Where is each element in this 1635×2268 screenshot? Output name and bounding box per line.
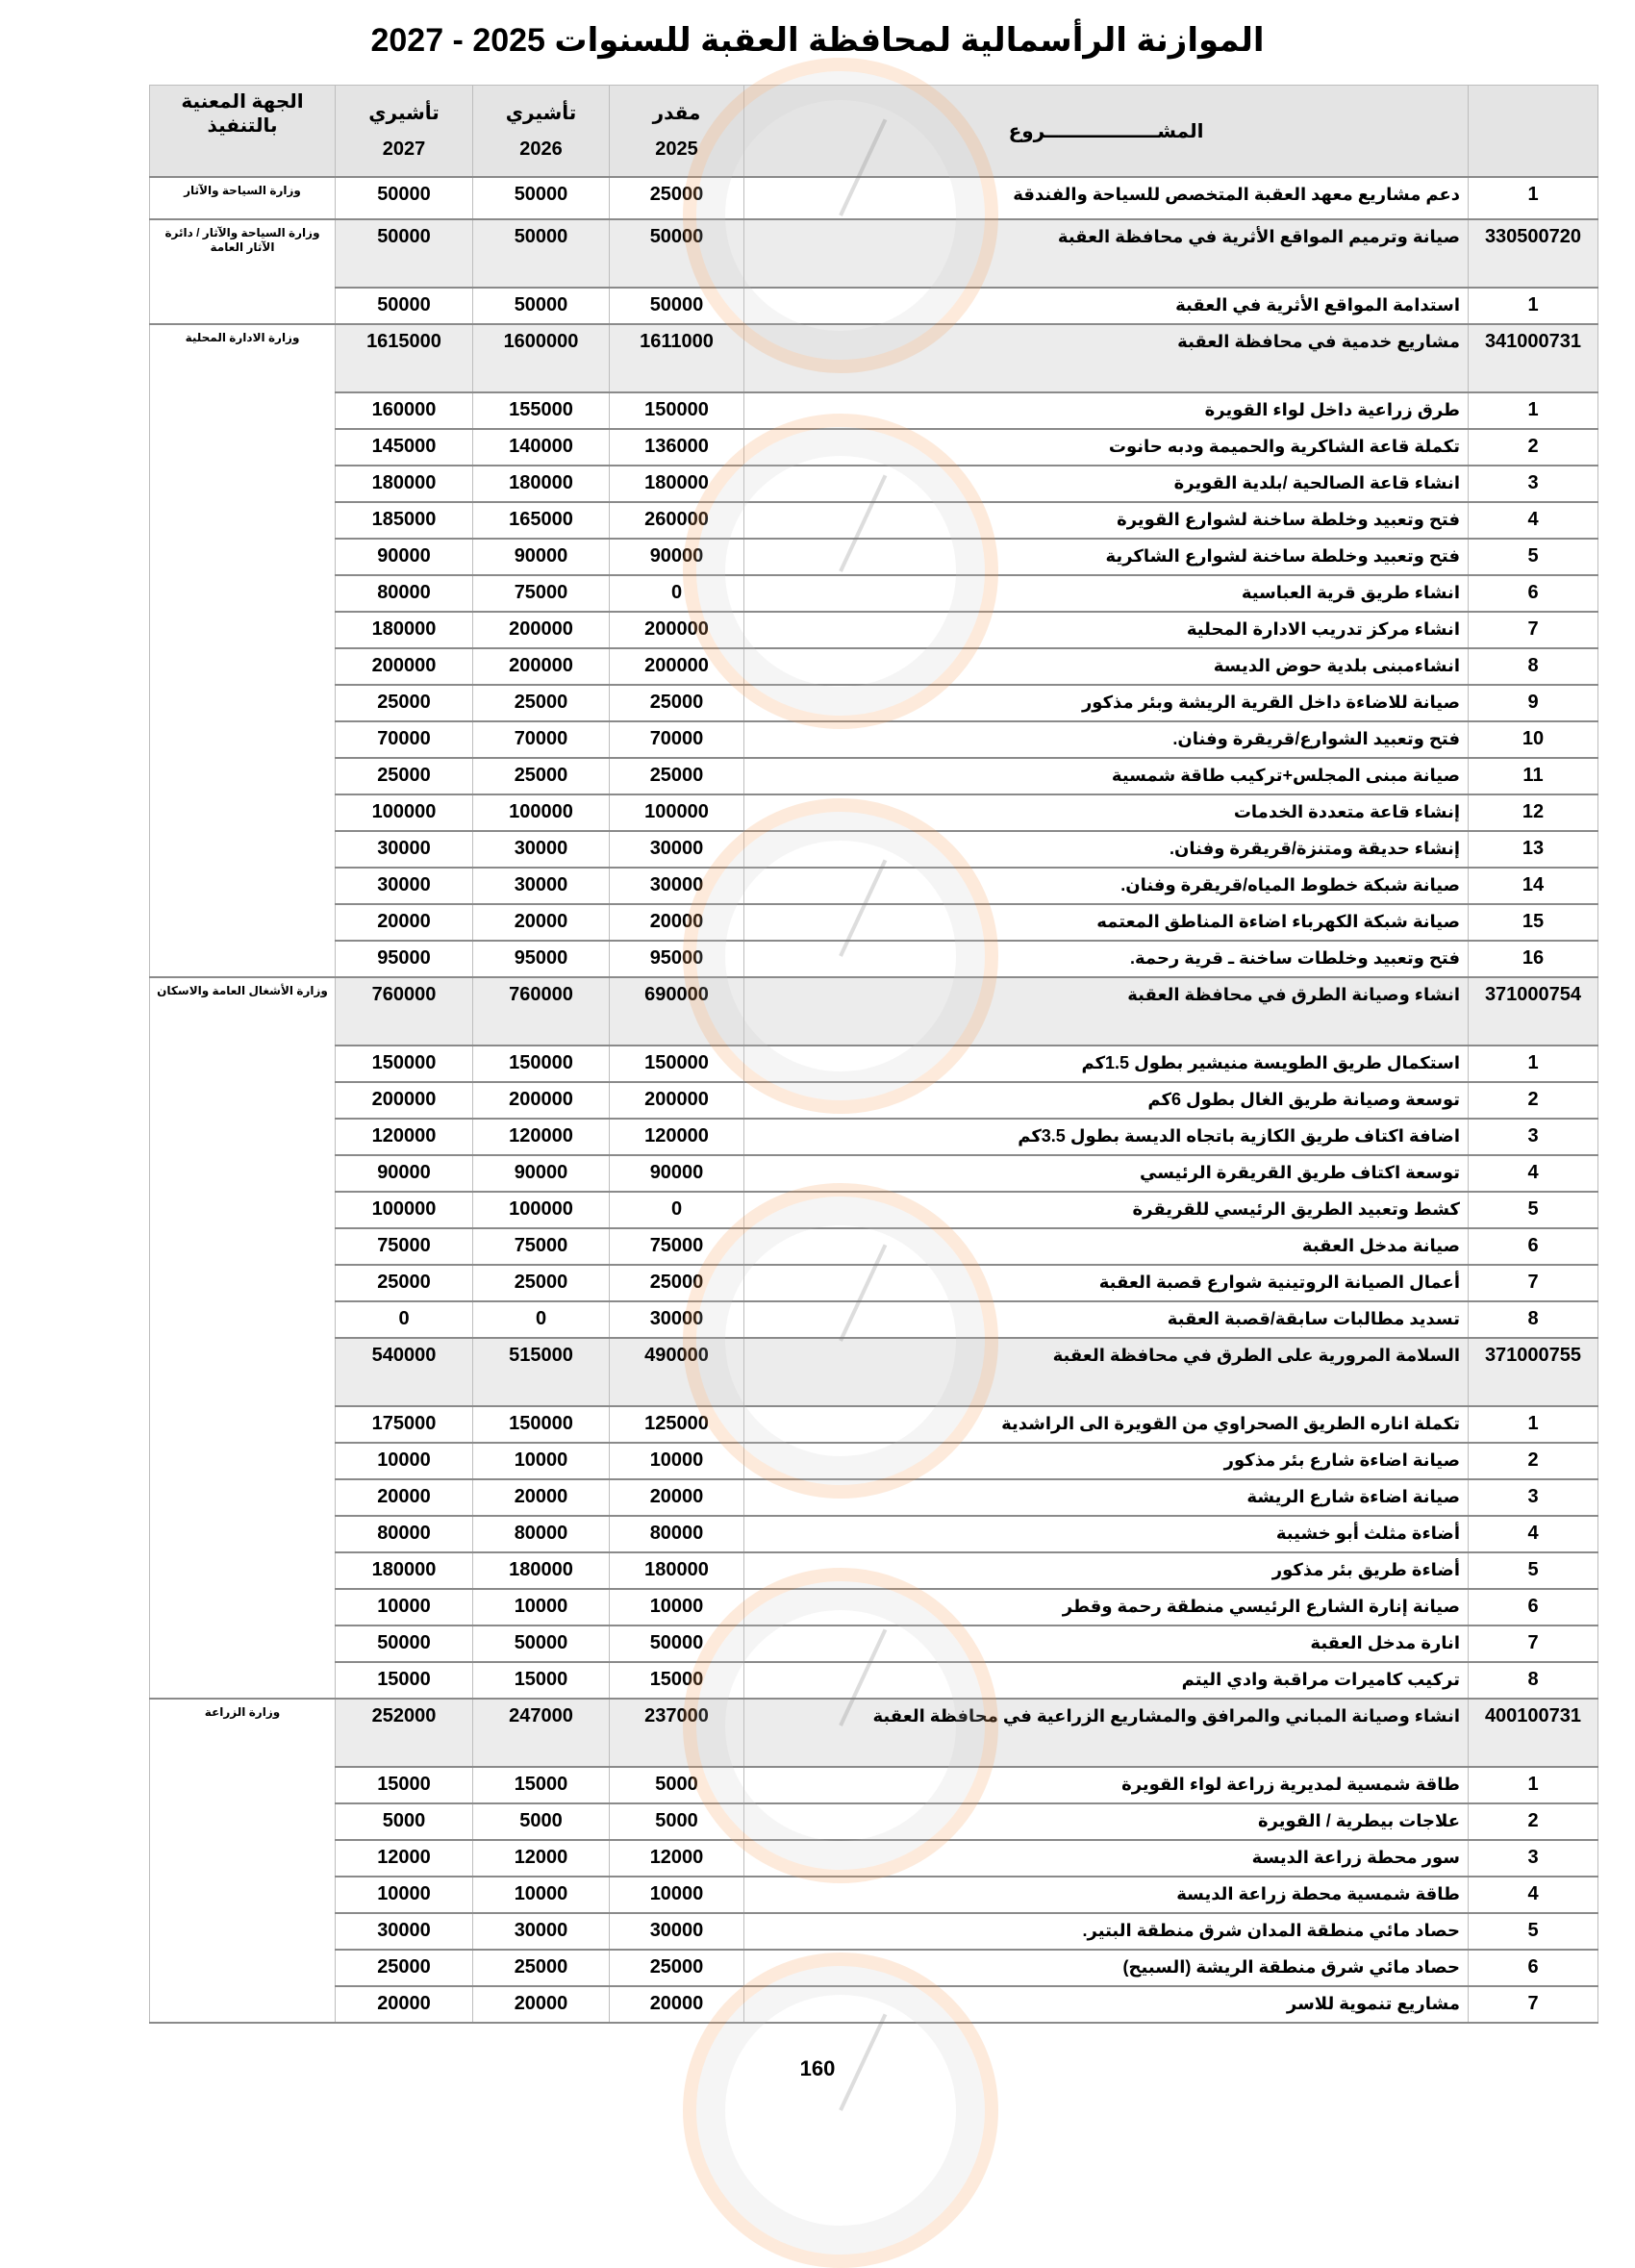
table-row xyxy=(150,1046,1598,1082)
table-body xyxy=(150,177,1598,2023)
table-row xyxy=(150,1552,1598,1589)
table-row xyxy=(150,612,1598,648)
value-2027: 75000 xyxy=(336,1228,473,1265)
project-code: 7 xyxy=(1469,1986,1598,2023)
value-2026: 10000 xyxy=(473,1589,610,1625)
project-name: استدامة المواقع الأثرية في العقبة xyxy=(744,288,1469,324)
value-2025: 180000 xyxy=(610,466,744,502)
project-name: توسعة اكتاف طريق القريقرة الرئيسي xyxy=(744,1155,1469,1192)
value-2027: 120000 xyxy=(336,1119,473,1155)
table-row xyxy=(150,941,1598,977)
value-2025: 20000 xyxy=(610,1986,744,2023)
project-code: 13 xyxy=(1469,831,1598,868)
project-name: أعمال الصيانة الروتينية شوارع قصبة العقبة xyxy=(744,1265,1469,1301)
header-code xyxy=(1469,86,1598,178)
value-2026: 180000 xyxy=(473,1552,610,1589)
project-name: حصاد مائي منطقة المدان شرق منطقة البتير. xyxy=(744,1913,1469,1950)
value-2027: 50000 xyxy=(336,219,473,288)
value-2026: 515000 xyxy=(473,1338,610,1406)
project-code: 3 xyxy=(1469,1479,1598,1516)
value-2026: 90000 xyxy=(473,539,610,575)
value-2025: 1611000 xyxy=(610,324,744,392)
project-code: 8 xyxy=(1469,1301,1598,1338)
value-2026: 5000 xyxy=(473,1803,610,1840)
value-2025: 30000 xyxy=(610,1913,744,1950)
value-2027: 15000 xyxy=(336,1662,473,1699)
project-name: طاقة شمسية محطة زراعة الديسة xyxy=(744,1877,1469,1913)
project-code: 1 xyxy=(1469,392,1598,429)
table-row xyxy=(150,466,1598,502)
project-name: تسديد مطالبات سابقة/قصبة العقبة xyxy=(744,1301,1469,1338)
project-name: انشاء قاعة الصالحية /بلدية القويرة xyxy=(744,466,1469,502)
value-2027: 20000 xyxy=(336,1986,473,2023)
header-2026-label: تأشيري xyxy=(505,103,577,124)
project-code: 1 xyxy=(1469,1406,1598,1443)
value-2027: 180000 xyxy=(336,1552,473,1589)
project-name: انشاء وصيانة المباني والمرافق والمشاريع الزراعية في محافظة العقبة xyxy=(744,1699,1469,1767)
value-2027: 100000 xyxy=(336,794,473,831)
table-row xyxy=(150,904,1598,941)
value-2027: 30000 xyxy=(336,831,473,868)
value-2026: 25000 xyxy=(473,758,610,794)
value-2025: 75000 xyxy=(610,1228,744,1265)
value-2026: 1600000 xyxy=(473,324,610,392)
table-row xyxy=(150,1082,1598,1119)
implementing-agency: وزارة الادارة المحلية xyxy=(150,324,336,977)
value-2026: 140000 xyxy=(473,429,610,466)
value-2025: 180000 xyxy=(610,1552,744,1589)
value-2026: 10000 xyxy=(473,1443,610,1479)
project-name: سور محطة زراعة الديسة xyxy=(744,1840,1469,1877)
project-code: 341000731 xyxy=(1469,324,1598,392)
project-name: صيانة اضاءة شارع الريشة xyxy=(744,1479,1469,1516)
implementing-agency: وزارة السياحة والآثار / دائرة الآثار العامة xyxy=(150,219,336,324)
value-2027: 30000 xyxy=(336,1913,473,1950)
section-row xyxy=(150,324,1598,392)
project-code: 5 xyxy=(1469,1192,1598,1228)
project-code: 11 xyxy=(1469,758,1598,794)
value-2027: 10000 xyxy=(336,1443,473,1479)
value-2026: 100000 xyxy=(473,794,610,831)
budget-table xyxy=(149,85,1598,2024)
table-row xyxy=(150,868,1598,904)
table-row xyxy=(150,1516,1598,1552)
value-2026: 20000 xyxy=(473,1986,610,2023)
project-code: 4 xyxy=(1469,502,1598,539)
value-2027: 185000 xyxy=(336,502,473,539)
header-2025-label: مقدر xyxy=(652,103,701,124)
project-name: إنشاء حديقة ومتنزة/قريقرة وفنان. xyxy=(744,831,1469,868)
table-row xyxy=(150,648,1598,685)
table-row xyxy=(150,177,1598,219)
project-name: تكملة اناره الطريق الصحراوي من القويرة الى الراشدية xyxy=(744,1406,1469,1443)
value-2025: 30000 xyxy=(610,868,744,904)
project-name: طرق زراعية داخل لواء القويرة xyxy=(744,392,1469,429)
page-number: 160 xyxy=(799,2056,836,2080)
value-2026: 15000 xyxy=(473,1767,610,1803)
project-code: 371000755 xyxy=(1469,1338,1598,1406)
project-name: فتح وتعبيد وخلطة ساخنة لشوارع القويرة xyxy=(744,502,1469,539)
project-name: أضاءة طريق بئر مذكور xyxy=(744,1552,1469,1589)
value-2026: 90000 xyxy=(473,1155,610,1192)
project-name: مشاريع خدمية في محافظة العقبة xyxy=(744,324,1469,392)
project-code: 7 xyxy=(1469,1265,1598,1301)
value-2025: 25000 xyxy=(610,1265,744,1301)
project-name: انارة مدخل العقبة xyxy=(744,1625,1469,1662)
value-2025: 50000 xyxy=(610,1625,744,1662)
table-row xyxy=(150,1443,1598,1479)
value-2025: 30000 xyxy=(610,831,744,868)
value-2025: 120000 xyxy=(610,1119,744,1155)
table-row xyxy=(150,1119,1598,1155)
header-2027 xyxy=(336,86,473,178)
value-2027: 12000 xyxy=(336,1840,473,1877)
project-code: 7 xyxy=(1469,612,1598,648)
project-name: صيانة شبكة خطوط المياه/قريقرة وفنان. xyxy=(744,868,1469,904)
project-name: صيانة مدخل العقبة xyxy=(744,1228,1469,1265)
project-name: تركيب كاميرات مراقبة وادي اليتم xyxy=(744,1662,1469,1699)
value-2025: 237000 xyxy=(610,1699,744,1767)
value-2027: 50000 xyxy=(336,1625,473,1662)
table-row xyxy=(150,1155,1598,1192)
value-2027: 180000 xyxy=(336,466,473,502)
section-row xyxy=(150,1699,1598,1767)
value-2025: 25000 xyxy=(610,685,744,721)
header-2025 xyxy=(610,86,744,178)
project-code: 4 xyxy=(1469,1155,1598,1192)
value-2027: 175000 xyxy=(336,1406,473,1443)
project-name: صيانة للاضاءة داخل القرية الريشة وبئر مذكور xyxy=(744,685,1469,721)
table-row xyxy=(150,288,1598,324)
project-code: 6 xyxy=(1469,1950,1598,1986)
value-2026: 200000 xyxy=(473,648,610,685)
table-row xyxy=(150,575,1598,612)
value-2026: 120000 xyxy=(473,1119,610,1155)
value-2027: 160000 xyxy=(336,392,473,429)
value-2025: 80000 xyxy=(610,1516,744,1552)
page-title: الموازنة الرأسمالية لمحافظة العقبة للسنوات 2025 - 2027 xyxy=(370,22,1265,59)
value-2027: 200000 xyxy=(336,648,473,685)
table-row xyxy=(150,794,1598,831)
value-2026: 25000 xyxy=(473,1950,610,1986)
table-row xyxy=(150,685,1598,721)
table-row xyxy=(150,1265,1598,1301)
value-2026: 200000 xyxy=(473,612,610,648)
project-name: انشاء وصيانة الطرق في محافظة العقبة xyxy=(744,977,1469,1046)
value-2025: 50000 xyxy=(610,288,744,324)
table-row xyxy=(150,392,1598,429)
value-2026: 25000 xyxy=(473,1265,610,1301)
value-2027: 25000 xyxy=(336,758,473,794)
value-2026: 50000 xyxy=(473,177,610,219)
value-2026: 95000 xyxy=(473,941,610,977)
project-name: دعم مشاريع معهد العقبة المتخصص للسياحة والفندقة xyxy=(744,177,1469,219)
table-row xyxy=(150,1479,1598,1516)
project-code: 12 xyxy=(1469,794,1598,831)
project-code: 3 xyxy=(1469,466,1598,502)
project-name: انشاء مركز تدريب الادارة المحلية xyxy=(744,612,1469,648)
value-2025: 490000 xyxy=(610,1338,744,1406)
value-2025: 15000 xyxy=(610,1662,744,1699)
project-code: 2 xyxy=(1469,1082,1598,1119)
project-name: صيانة وترميم المواقع الأثرية في محافظة العقبة xyxy=(744,219,1469,288)
table-row xyxy=(150,1986,1598,2023)
table-row xyxy=(150,1625,1598,1662)
value-2025: 70000 xyxy=(610,721,744,758)
value-2026: 150000 xyxy=(473,1046,610,1082)
value-2027: 95000 xyxy=(336,941,473,977)
value-2027: 145000 xyxy=(336,429,473,466)
value-2026: 20000 xyxy=(473,1479,610,1516)
project-code: 1 xyxy=(1469,177,1598,219)
value-2025: 200000 xyxy=(610,648,744,685)
section-row xyxy=(150,219,1598,288)
value-2025: 150000 xyxy=(610,392,744,429)
value-2026: 50000 xyxy=(473,1625,610,1662)
value-2027: 25000 xyxy=(336,1265,473,1301)
implementing-agency: وزارة الزراعة xyxy=(150,1699,336,2023)
project-name: انشاء طريق قرية العباسية xyxy=(744,575,1469,612)
value-2026: 75000 xyxy=(473,1228,610,1265)
value-2026: 155000 xyxy=(473,392,610,429)
table-header-row xyxy=(150,86,1598,178)
value-2027: 25000 xyxy=(336,685,473,721)
section-row xyxy=(150,1338,1598,1406)
project-code: 6 xyxy=(1469,1228,1598,1265)
value-2026: 165000 xyxy=(473,502,610,539)
value-2027: 50000 xyxy=(336,177,473,219)
section-row xyxy=(150,977,1598,1046)
value-2025: 25000 xyxy=(610,758,744,794)
value-2027: 80000 xyxy=(336,575,473,612)
value-2025: 30000 xyxy=(610,1301,744,1338)
project-name: مشاريع تنموية للاسر xyxy=(744,1986,1469,2023)
header-2026 xyxy=(473,86,610,178)
project-code: 4 xyxy=(1469,1516,1598,1552)
header-2026-year: 2026 xyxy=(519,139,563,160)
project-name: تكملة قاعة الشاكرية والحميمة ودبه حانوت xyxy=(744,429,1469,466)
value-2027: 540000 xyxy=(336,1338,473,1406)
project-name: استكمال طريق الطويسة منيشير بطول 1.5كم xyxy=(744,1046,1469,1082)
value-2027: 80000 xyxy=(336,1516,473,1552)
value-2027: 10000 xyxy=(336,1877,473,1913)
value-2025: 10000 xyxy=(610,1443,744,1479)
value-2026: 30000 xyxy=(473,868,610,904)
value-2025: 125000 xyxy=(610,1406,744,1443)
value-2025: 150000 xyxy=(610,1046,744,1082)
value-2026: 80000 xyxy=(473,1516,610,1552)
table-row xyxy=(150,1877,1598,1913)
table-row xyxy=(150,831,1598,868)
table-row xyxy=(150,721,1598,758)
project-name: أضاءة مثلث أبو خشيبة xyxy=(744,1516,1469,1552)
header-2027-year: 2027 xyxy=(382,139,426,160)
project-code: 2 xyxy=(1469,1803,1598,1840)
value-2025: 136000 xyxy=(610,429,744,466)
value-2027: 10000 xyxy=(336,1589,473,1625)
project-name: طاقة شمسية لمديرية زراعة لواء القويرة xyxy=(744,1767,1469,1803)
value-2026: 50000 xyxy=(473,219,610,288)
value-2027: 252000 xyxy=(336,1699,473,1767)
value-2027: 760000 xyxy=(336,977,473,1046)
table-row xyxy=(150,1767,1598,1803)
value-2027: 70000 xyxy=(336,721,473,758)
project-code: 6 xyxy=(1469,575,1598,612)
project-code: 5 xyxy=(1469,1552,1598,1589)
value-2025: 90000 xyxy=(610,1155,744,1192)
value-2027: 180000 xyxy=(336,612,473,648)
project-code: 3 xyxy=(1469,1840,1598,1877)
project-name: إنشاء قاعة متعددة الخدمات xyxy=(744,794,1469,831)
project-name: توسعة وصيانة طريق الغال بطول 6كم xyxy=(744,1082,1469,1119)
value-2025: 100000 xyxy=(610,794,744,831)
value-2026: 20000 xyxy=(473,904,610,941)
value-2025: 50000 xyxy=(610,219,744,288)
value-2026: 200000 xyxy=(473,1082,610,1119)
value-2027: 20000 xyxy=(336,904,473,941)
value-2026: 25000 xyxy=(473,685,610,721)
table-row xyxy=(150,1840,1598,1877)
value-2026: 247000 xyxy=(473,1699,610,1767)
table-row xyxy=(150,539,1598,575)
value-2025: 200000 xyxy=(610,612,744,648)
value-2027: 150000 xyxy=(336,1046,473,1082)
project-name: فتح وتعبيد وخلطات ساخنة ـ قرية رحمة. xyxy=(744,941,1469,977)
project-code: 6 xyxy=(1469,1589,1598,1625)
project-code: 8 xyxy=(1469,648,1598,685)
table-row xyxy=(150,429,1598,466)
project-name: صيانة شبكة الكهرباء اضاءة المناطق المعتمه xyxy=(744,904,1469,941)
value-2026: 100000 xyxy=(473,1192,610,1228)
table-row xyxy=(150,1228,1598,1265)
table-row xyxy=(150,1406,1598,1443)
value-2025: 260000 xyxy=(610,502,744,539)
header-2025-year: 2025 xyxy=(655,139,698,160)
value-2025: 0 xyxy=(610,1192,744,1228)
value-2025: 20000 xyxy=(610,904,744,941)
implementing-agency: وزارة الأشغال العامة والاسكان xyxy=(150,977,336,1699)
value-2027: 30000 xyxy=(336,868,473,904)
project-code: 371000754 xyxy=(1469,977,1598,1046)
value-2027: 15000 xyxy=(336,1767,473,1803)
project-name: صيانة إنارة الشارع الرئيسي منطقة رحمة وقطر xyxy=(744,1589,1469,1625)
project-code: 5 xyxy=(1469,1913,1598,1950)
value-2025: 200000 xyxy=(610,1082,744,1119)
value-2025: 10000 xyxy=(610,1589,744,1625)
value-2026: 760000 xyxy=(473,977,610,1046)
table-row xyxy=(150,1803,1598,1840)
table-row xyxy=(150,502,1598,539)
value-2026: 30000 xyxy=(473,1913,610,1950)
project-code: 1 xyxy=(1469,1046,1598,1082)
project-code: 7 xyxy=(1469,1625,1598,1662)
implementing-agency: وزارة السياحة والآثار xyxy=(150,177,336,219)
project-code: 2 xyxy=(1469,1443,1598,1479)
project-name: اضافة اكتاف طريق الكازية باتجاه الديسة بطول 3.5كم xyxy=(744,1119,1469,1155)
value-2027: 50000 xyxy=(336,288,473,324)
value-2026: 30000 xyxy=(473,831,610,868)
table-row xyxy=(150,1589,1598,1625)
table-row xyxy=(150,1301,1598,1338)
project-name: صيانة اضاءة شارع بئر مذكور xyxy=(744,1443,1469,1479)
value-2025: 25000 xyxy=(610,1950,744,1986)
value-2026: 180000 xyxy=(473,466,610,502)
value-2027: 25000 xyxy=(336,1950,473,1986)
project-code: 8 xyxy=(1469,1662,1598,1699)
value-2026: 75000 xyxy=(473,575,610,612)
header-2027-label: تأشيري xyxy=(368,103,440,124)
project-code: 5 xyxy=(1469,539,1598,575)
value-2027: 20000 xyxy=(336,1479,473,1516)
value-2025: 5000 xyxy=(610,1803,744,1840)
value-2025: 690000 xyxy=(610,977,744,1046)
value-2026: 150000 xyxy=(473,1406,610,1443)
project-code: 10 xyxy=(1469,721,1598,758)
project-code: 400100731 xyxy=(1469,1699,1598,1767)
value-2025: 12000 xyxy=(610,1840,744,1877)
table-row xyxy=(150,758,1598,794)
value-2027: 1615000 xyxy=(336,324,473,392)
value-2025: 10000 xyxy=(610,1877,744,1913)
project-name: حصاد مائي شرق منطقة الريشة (السبيح) xyxy=(744,1950,1469,1986)
value-2027: 5000 xyxy=(336,1803,473,1840)
project-code: 2 xyxy=(1469,429,1598,466)
header-project: المشـــــــــــــــــروع xyxy=(744,86,1469,178)
value-2027: 90000 xyxy=(336,1155,473,1192)
value-2025: 25000 xyxy=(610,177,744,219)
project-name: كشط وتعبيد الطريق الرئيسي للقريقرة xyxy=(744,1192,1469,1228)
table-row xyxy=(150,1950,1598,1986)
value-2025: 90000 xyxy=(610,539,744,575)
value-2026: 50000 xyxy=(473,288,610,324)
project-name: انشاءمبنى بلدية حوض الديسة xyxy=(744,648,1469,685)
project-code: 1 xyxy=(1469,288,1598,324)
project-code: 9 xyxy=(1469,685,1598,721)
project-name: صيانة مبنى المجلس+تركيب طاقة شمسية xyxy=(744,758,1469,794)
value-2025: 20000 xyxy=(610,1479,744,1516)
project-code: 330500720 xyxy=(1469,219,1598,288)
table-row xyxy=(150,1192,1598,1228)
value-2027: 200000 xyxy=(336,1082,473,1119)
value-2025: 0 xyxy=(610,575,744,612)
value-2025: 95000 xyxy=(610,941,744,977)
value-2026: 15000 xyxy=(473,1662,610,1699)
project-name: علاجات بيطرية / القويرة xyxy=(744,1803,1469,1840)
project-name: فتح وتعبيد الشوارع/قريقرة وفنان. xyxy=(744,721,1469,758)
project-code: 14 xyxy=(1469,868,1598,904)
value-2027: 100000 xyxy=(336,1192,473,1228)
value-2025: 5000 xyxy=(610,1767,744,1803)
header-agency: الجهة المعنية بالتنفيذ xyxy=(150,86,336,178)
value-2026: 10000 xyxy=(473,1877,610,1913)
table-row xyxy=(150,1662,1598,1699)
value-2026: 70000 xyxy=(473,721,610,758)
project-name: فتح وتعبيد وخلطة ساخنة لشوارع الشاكرية xyxy=(744,539,1469,575)
value-2026: 12000 xyxy=(473,1840,610,1877)
value-2027: 90000 xyxy=(336,539,473,575)
project-code: 15 xyxy=(1469,904,1598,941)
project-code: 16 xyxy=(1469,941,1598,977)
value-2026: 0 xyxy=(473,1301,610,1338)
project-code: 4 xyxy=(1469,1877,1598,1913)
value-2027: 0 xyxy=(336,1301,473,1338)
project-code: 1 xyxy=(1469,1767,1598,1803)
project-code: 3 xyxy=(1469,1119,1598,1155)
project-name: السلامة المرورية على الطرق في محافظة العقبة xyxy=(744,1338,1469,1406)
table-row xyxy=(150,1913,1598,1950)
